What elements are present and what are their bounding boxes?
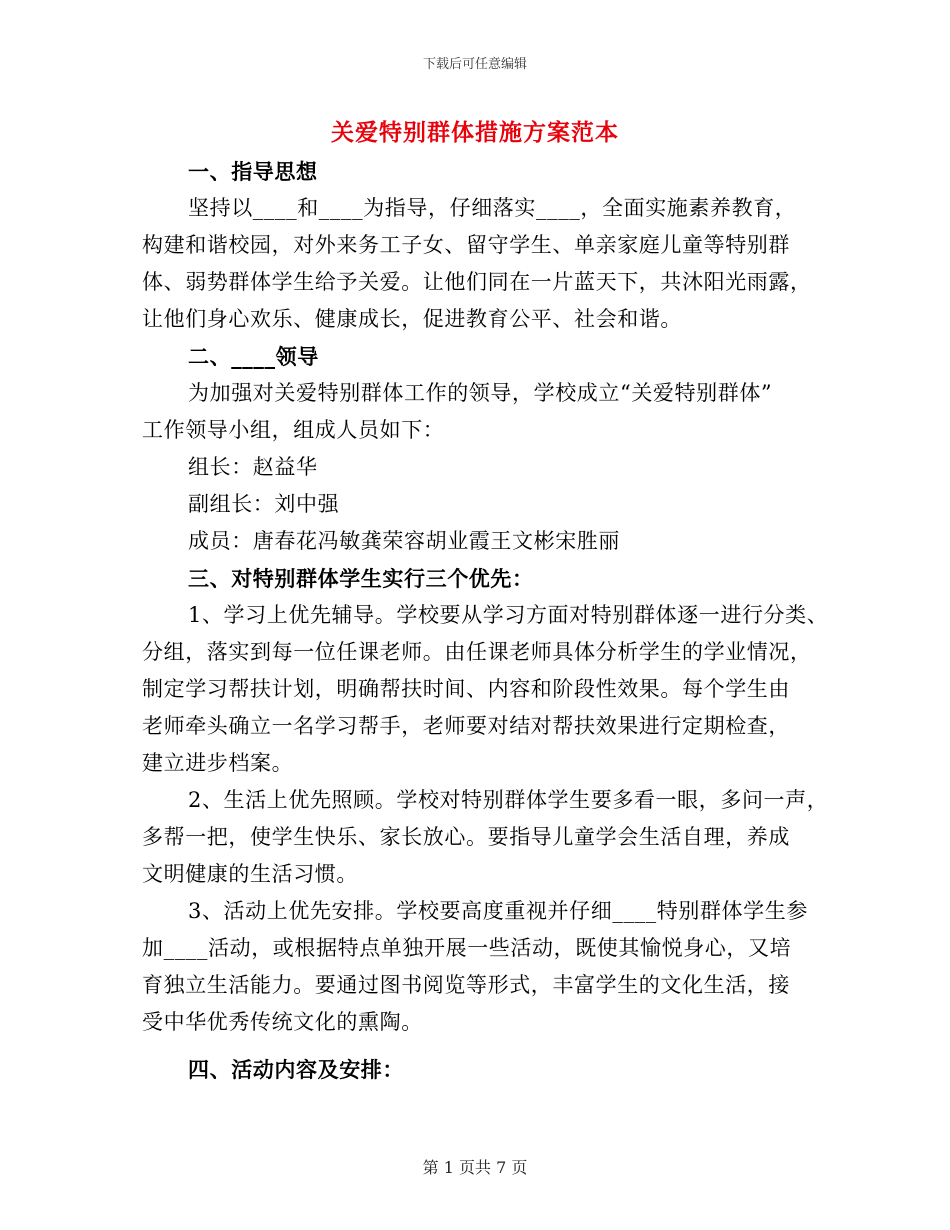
- paragraph-line: 加____活动，或根据特点单独开展一些活动，既使其愉悦身心，又培: [142, 936, 792, 960]
- paragraph-line: 制定学习帮扶计划，明确帮扶时间、内容和阶段性效果。每个学生由: [142, 677, 790, 701]
- paragraph-line: 构建和谐校园，对外来务工子女、留守学生、单亲家庭儿童等特别群: [142, 233, 790, 257]
- document-body: [142, 153, 832, 1088]
- paragraph-line: 为加强对关爱特别群体工作的领导，学校成立“关爱特别群体”: [188, 381, 773, 405]
- document-title: 关爱特别群体措施方案范本: [331, 119, 619, 146]
- group-members: 成员：唐春花冯敏龚荣容胡业霞王文彬宋胜丽: [188, 529, 620, 553]
- paragraph-line: 2、生活上优先照顾。学校对特别群体学生要多看一眼，多问一声，: [188, 788, 829, 812]
- section-heading-three-priorities: 三、对特别群体学生实行三个优先：: [188, 566, 534, 591]
- paragraph-line: 受中华优秀传统文化的熏陶。: [142, 1010, 423, 1034]
- paragraph-line: 老师牵头确立一名学习帮手，老师要对结对帮扶效果进行定期检查，: [142, 714, 790, 738]
- group-vice-leader: 副组长：刘中强: [188, 492, 340, 516]
- paragraph-line: 建立进步档案。: [142, 751, 294, 775]
- section-heading-leadership: 二、____领导: [188, 344, 319, 369]
- paragraph-line: 育独立生活能力。要通过图书阅览等形式，丰富学生的文化生活，接: [142, 973, 790, 997]
- paragraph-line: 分组，落实到每一位任课老师。由任课老师具体分析学生的学业情况，: [142, 640, 812, 664]
- paragraph-line: 体、弱势群体学生给予关爱。让他们同在一片蓝天下，共沐阳光雨露，: [142, 270, 812, 294]
- paragraph-line: 1、学习上优先辅导。学校要从学习方面对特别群体逐一进行分类、: [188, 603, 829, 627]
- page-number: 第 1 页共 7 页: [422, 1158, 528, 1177]
- section-heading-activities: 四、活动内容及安排：: [188, 1057, 404, 1082]
- paragraph-line: 文明健康的生活习惯。: [142, 862, 358, 886]
- paragraph-line: 多帮一把，使学生快乐、家长放心。要指导儿童学会生活自理，养成: [142, 825, 790, 849]
- section-heading-guiding-ideology: 一、指导思想: [188, 159, 318, 184]
- group-leader: 组长：赵益华: [188, 455, 318, 479]
- paragraph-line: 让他们身心欢乐、健康成长，促进教育公平、社会和谐。: [142, 307, 682, 331]
- paragraph-line: 工作领导小组，组成人员如下：: [142, 418, 445, 442]
- header-note: 下载后可任意编辑: [422, 57, 527, 72]
- paragraph-line: 坚持以____和____为指导，仔细落实____，全面实施素养教育，: [188, 196, 797, 220]
- paragraph-line: 3、活动上优先安排。学校要高度重视并仔细____特别群体学生参: [188, 899, 808, 923]
